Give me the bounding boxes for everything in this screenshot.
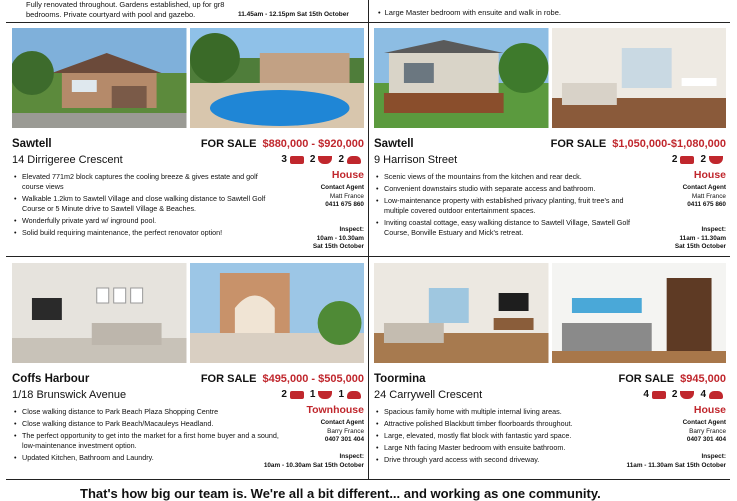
- listing-price: [551, 138, 726, 150]
- listing-suburb: Sawtell: [374, 138, 414, 150]
- agent-name: Matt France: [691, 192, 726, 200]
- inspection-info: [566, 453, 726, 470]
- list-item: • Solid build requiring maintenance, the perfect renovator option!: [12, 228, 280, 238]
- listing-card[interactable]: [374, 28, 726, 254]
- list-item: • Elevated 771m2 block captures the cooling breeze & gives estate and golf course views: [12, 172, 280, 192]
- agent-phone[interactable]: 0407 301 404: [324, 436, 364, 443]
- house-deck-photo: [374, 28, 549, 128]
- column-divider: [368, 0, 369, 480]
- inspect-time: 11am - 11.30am Sat 15th October: [626, 461, 726, 469]
- listing-address: 1/18 Brunswick Avenue: [12, 389, 127, 401]
- for-sale-label: FOR SALE: [200, 373, 257, 385]
- agent-info: [274, 419, 364, 445]
- inspect-label: Inspect:: [339, 226, 364, 233]
- listing-price: [618, 373, 726, 385]
- agent-phone[interactable]: 0411 675 860: [687, 201, 726, 208]
- bath-icon: [318, 156, 332, 164]
- price-range: $495,000 - $505,000: [262, 373, 364, 385]
- listing-features: [281, 154, 364, 165]
- property-type: House: [331, 169, 364, 181]
- bath-icon: [680, 391, 694, 399]
- listing-features: [281, 389, 364, 400]
- property-type: House: [693, 404, 726, 416]
- list-item: • Scenic views of the mountains from the kitchen and rear deck.: [374, 172, 642, 182]
- inspection-info: [675, 226, 726, 252]
- inspect-time: 10am - 10.30am Sat 15th October: [263, 461, 364, 469]
- bed-icon: [652, 391, 666, 399]
- car-icon: [709, 391, 723, 399]
- listing-photos: [12, 28, 364, 128]
- listing-price: [201, 138, 364, 150]
- agent-info: [636, 184, 726, 210]
- bath-count: 2: [671, 389, 678, 400]
- inspect-time: 11am - 11.30am: [679, 234, 726, 242]
- inspect-label: Inspect:: [701, 226, 726, 233]
- bed-icon: [290, 156, 304, 164]
- inspect-time: 10am - 10.30am: [316, 234, 364, 242]
- listing-suburb: Coffs Harbour: [12, 373, 90, 385]
- listing-photos: [374, 28, 726, 128]
- list-item: • The perfect opportunity to get into the market for a first home buyer and a sound, low-maintenance investment option.: [12, 431, 280, 451]
- car-icon: [347, 156, 361, 164]
- row-divider-bottom: [6, 479, 730, 480]
- listing-features: [643, 389, 726, 400]
- car-icon: [347, 391, 361, 399]
- list-item: • Walkable 1.2km to Sawtell Village and close walking distance to Sawtell Golf Course or 5 Minute drive to Sawtell Village & Beaches.: [12, 194, 280, 214]
- list-item: • Spacious family home with multiple internal living areas.: [374, 407, 642, 417]
- agent-phone[interactable]: 0411 675 860: [325, 201, 364, 208]
- price-range: $945,000: [680, 373, 726, 385]
- bath-count: 2: [309, 154, 316, 165]
- inspect-label: Inspect:: [701, 453, 726, 460]
- list-item: • Updated Kitchen, Bathroom and Laundry.: [12, 453, 280, 463]
- list-item: • Convenient downstairs studio with separate access and bathroom.: [374, 184, 642, 194]
- house-exterior-photo: [12, 28, 187, 128]
- price-range: $1,050,000-$1,080,000: [612, 138, 726, 150]
- agent-name: Barry France: [327, 427, 364, 435]
- list-item: • Attractive polished Blackbutt timber floorboards throughout.: [374, 419, 642, 429]
- inspect-date: Sat 15th October: [312, 243, 364, 250]
- listing-suburb: Sawtell: [12, 138, 52, 150]
- bed-count: 4: [643, 389, 649, 400]
- prev-listing-bullet: • Large Master bedroom with ensuite and walk in robe.: [378, 8, 561, 18]
- living-room-photo: [552, 28, 727, 128]
- row-divider-middle: [6, 256, 730, 257]
- list-item: • Low-maintenance property with established privacy planting, fruit tree's and multiple covered outdoor entertainment spaces.: [374, 196, 642, 216]
- listing-photos: [12, 263, 364, 363]
- agent-phone[interactable]: 0407 301 404: [686, 436, 726, 443]
- inspect-label: Inspect:: [339, 453, 364, 460]
- listing-address: 9 Harrison Street: [374, 154, 458, 166]
- prev-listing-text: Fully renovated throughout. Gardens established, up for gr8 bedrooms. Private courtyard with pool and gazebo.: [26, 0, 225, 19]
- inspection-info: [313, 226, 364, 252]
- inspection-info: [204, 453, 364, 470]
- agent-info: [274, 184, 364, 210]
- prev-listing-inspect: 11.45am - 12.15pm Sat 15th October: [238, 11, 349, 18]
- car-count: 2: [338, 154, 344, 165]
- bed-count: 2: [671, 154, 678, 165]
- listing-address: 24 Carrywell Crescent: [374, 389, 483, 401]
- list-item: • Close walking distance to Park Beach/Macauleys Headland.: [12, 419, 280, 429]
- listing-photos: [374, 263, 726, 363]
- listing-card[interactable]: [12, 263, 364, 477]
- for-sale-label: FOR SALE: [200, 138, 257, 150]
- bath-count: 1: [309, 389, 316, 400]
- list-item: • Close walking distance to Park Beach Plaza Shopping Centre: [12, 407, 280, 417]
- list-item: • Large Nth facing Master bedroom with ensuite bathroom.: [374, 443, 642, 453]
- property-type: House: [693, 169, 726, 181]
- agent-name: Barry France: [689, 427, 726, 435]
- price-range: $880,000 - $920,000: [262, 138, 364, 150]
- car-count: 1: [338, 389, 344, 400]
- listing-address: 14 Dirrigeree Crescent: [12, 154, 123, 166]
- bath-icon: [318, 391, 332, 399]
- for-sale-label: FOR SALE: [550, 138, 607, 150]
- listing-price: [201, 373, 364, 385]
- bottom-slogan: That's how big our team is. We're all a bit different... and working as one community.: [80, 486, 601, 501]
- for-sale-label: FOR SALE: [618, 373, 675, 385]
- agent-label: Contact Agent: [682, 184, 726, 191]
- list-item: • Wonderfully private yard w/ inground pool.: [12, 216, 280, 226]
- bed-count: 2: [281, 389, 287, 400]
- row-divider-top: [6, 22, 730, 23]
- car-count: 4: [700, 389, 706, 400]
- listing-card[interactable]: [374, 263, 726, 477]
- living-area-photo: [374, 263, 549, 363]
- agent-label: Contact Agent: [320, 184, 364, 191]
- bed-icon: [680, 156, 694, 164]
- agent-label: Contact Agent: [682, 419, 726, 426]
- agent-name: Matt France: [329, 192, 364, 200]
- bath-count: 2: [700, 154, 706, 165]
- kitchen-photo: [552, 263, 727, 363]
- pool-photo: [190, 28, 365, 128]
- bath-icon: [709, 156, 723, 164]
- listing-suburb: Toormina: [374, 373, 426, 385]
- inspect-date: Sat 15th October: [674, 243, 726, 250]
- listing-features: [672, 154, 726, 165]
- bed-icon: [290, 391, 304, 399]
- list-item: • Drive through yard access with second driveway.: [374, 455, 642, 465]
- listing-bullets: [374, 172, 642, 240]
- bed-count: 3: [281, 154, 287, 165]
- listing-card[interactable]: [12, 28, 364, 254]
- courtyard-photo: [190, 263, 365, 363]
- lounge-photo: [12, 263, 187, 363]
- list-item: • Large, elevated, mostly flat block with fantastic yard space.: [374, 431, 642, 441]
- listing-bullets: [12, 172, 280, 240]
- list-item: • Inviting coastal cottage, easy walking distance to Sawtell Village, Sawtell Golf Course, Bonville Estuary and Mick's retreat.: [374, 218, 642, 238]
- property-type: Townhouse: [306, 404, 364, 416]
- agent-label: Contact Agent: [320, 419, 364, 426]
- agent-info: [636, 419, 726, 445]
